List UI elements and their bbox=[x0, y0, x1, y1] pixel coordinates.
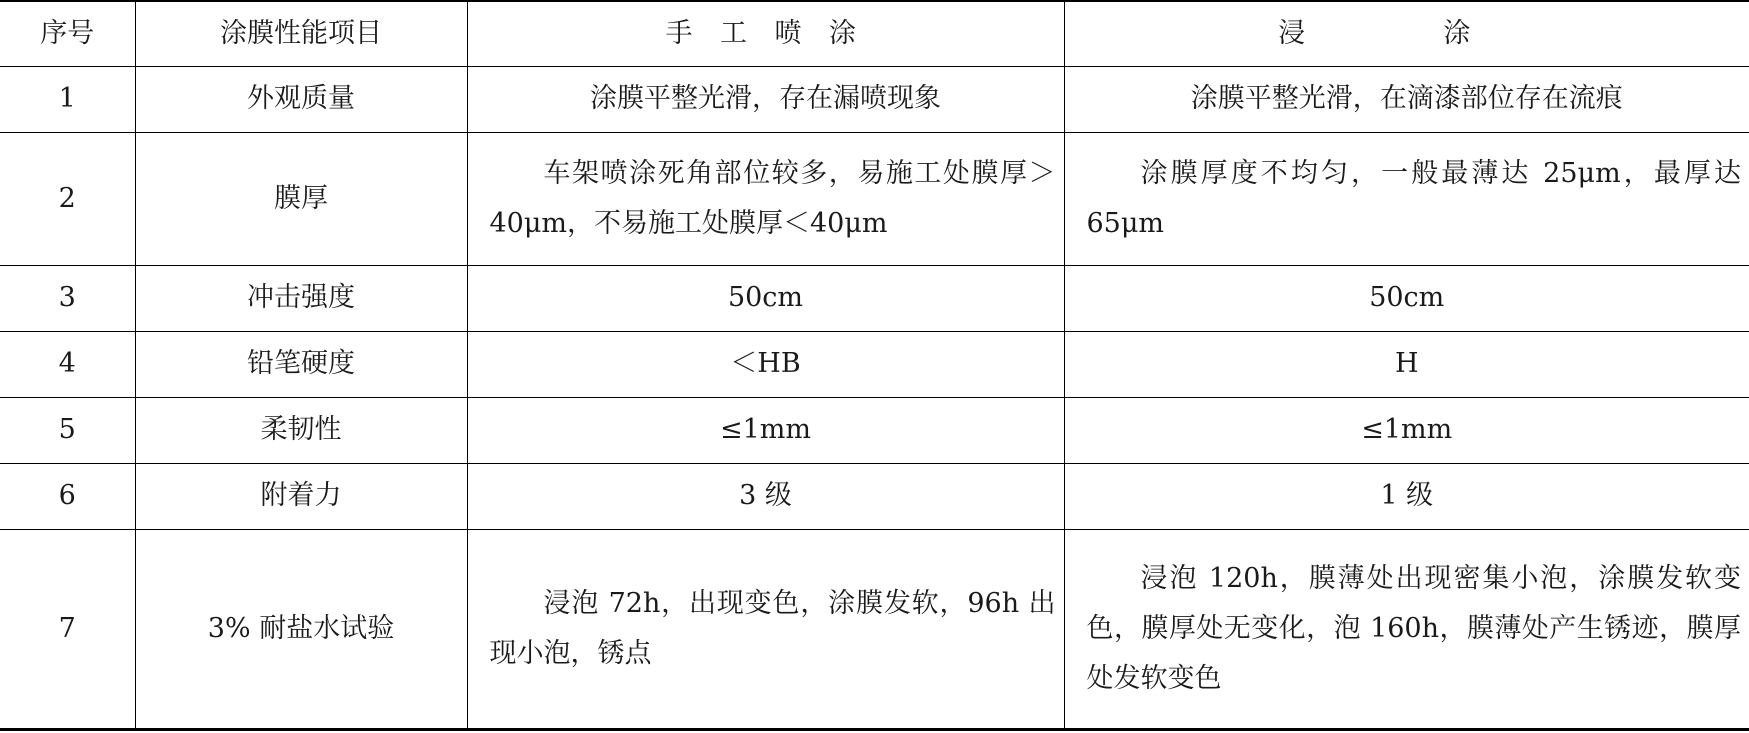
row-dip: H bbox=[1064, 331, 1749, 397]
row-item: 冲击强度 bbox=[135, 265, 467, 331]
row-spray: 涂膜平整光滑，存在漏喷现象 bbox=[467, 66, 1064, 132]
row-no: 6 bbox=[0, 463, 135, 529]
row-item: 铅笔硬度 bbox=[135, 331, 467, 397]
table-row bbox=[0, 132, 1749, 265]
row-no: 7 bbox=[0, 529, 135, 729]
header-dip: 浸 涂 bbox=[1064, 1, 1749, 66]
header-item: 涂膜性能项目 bbox=[135, 1, 467, 66]
row-dip: ≤1mm bbox=[1064, 397, 1749, 463]
row-dip: 涂膜平整光滑，在滴漆部位存在流痕 bbox=[1064, 66, 1749, 132]
row-no: 1 bbox=[0, 66, 135, 132]
header-no: 序号 bbox=[0, 1, 135, 66]
row-spray: 50cm bbox=[467, 265, 1064, 331]
table-row bbox=[0, 331, 1749, 397]
row-no: 2 bbox=[0, 132, 135, 265]
row-item: 3% 耐盐水试验 bbox=[135, 529, 467, 729]
row-item: 外观质量 bbox=[135, 66, 467, 132]
row-spray: ＜HB bbox=[467, 331, 1064, 397]
row-spray: 3 级 bbox=[467, 463, 1064, 529]
table-row bbox=[0, 66, 1749, 132]
table-row bbox=[0, 265, 1749, 331]
table-row bbox=[0, 529, 1749, 729]
row-item: 柔韧性 bbox=[135, 397, 467, 463]
row-item: 附着力 bbox=[135, 463, 467, 529]
row-dip: 50cm bbox=[1064, 265, 1749, 331]
row-spray: ≤1mm bbox=[467, 397, 1064, 463]
row-spray: 浸泡 72h，出现变色，涂膜发软，96h 出现小泡，锈点 bbox=[467, 529, 1064, 729]
row-no: 4 bbox=[0, 331, 135, 397]
row-item: 膜厚 bbox=[135, 132, 467, 265]
row-no: 5 bbox=[0, 397, 135, 463]
header-spray: 手 工 喷 涂 bbox=[467, 1, 1064, 66]
table-row bbox=[0, 397, 1749, 463]
row-spray: 车架喷涂死角部位较多，易施工处膜厚＞40μm，不易施工处膜厚＜40μm bbox=[467, 132, 1064, 265]
row-dip: 浸泡 120h，膜薄处出现密集小泡，涂膜发软变色，膜厚处无变化，泡 160h，膜薄处产生锈迹，膜厚处发软变色 bbox=[1064, 529, 1749, 729]
row-no: 3 bbox=[0, 265, 135, 331]
table-row bbox=[0, 463, 1749, 529]
row-dip: 涂膜厚度不均匀，一般最薄达 25μm，最厚达 65μm bbox=[1064, 132, 1749, 265]
header-row bbox=[0, 1, 1749, 66]
row-dip: 1 级 bbox=[1064, 463, 1749, 529]
